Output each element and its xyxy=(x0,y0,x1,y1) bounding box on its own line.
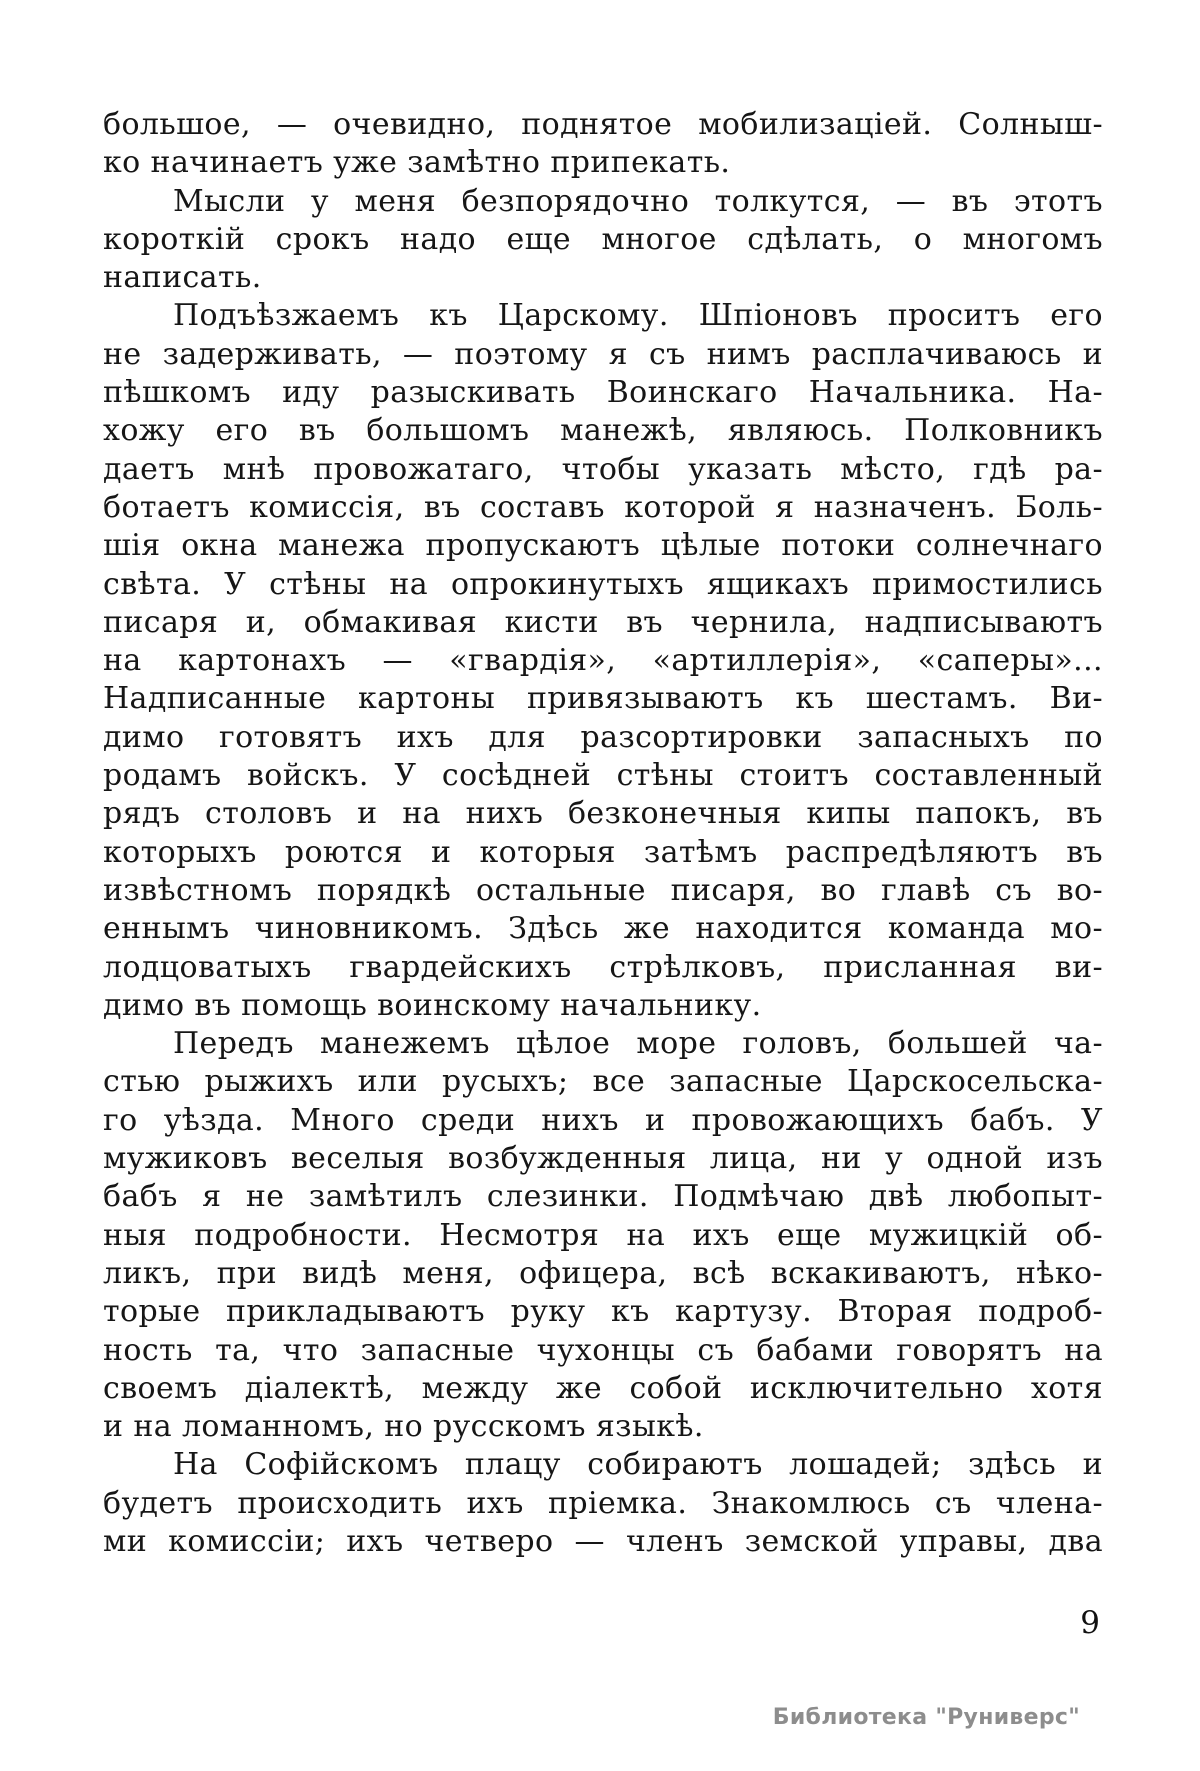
text-line: которыхъ роются и которыя затѣмъ распредѣляютъ въ xyxy=(103,834,1103,870)
text-line: еннымъ чиновникомъ. Здѣсь же находится команда мо- xyxy=(103,911,1103,947)
page-number: 9 xyxy=(1080,1605,1100,1641)
text-line: ныя подробности. Несмотря на ихъ еще мужицкій об- xyxy=(103,1217,1103,1253)
text-line: будетъ происходить ихъ пріемка. Знакомлюсь съ члена- xyxy=(103,1485,1103,1521)
text-line: ботаетъ комиссія, въ составъ которой я назначенъ. Боль- xyxy=(103,489,1103,525)
text-line: ность та, что запасные чухонцы съ бабами говорятъ на xyxy=(103,1332,1103,1368)
text-line: своемъ діалектѣ, между же собой исключительно хотя xyxy=(103,1370,1103,1406)
text-line: стью рыжихъ или русыхъ; все запасные Царскосельска- xyxy=(103,1064,1103,1100)
text-line: Мысли у меня безпорядочно толкутся, — въ этотъ xyxy=(173,183,1103,219)
text-line: шія окна манежа пропускаютъ цѣлые потоки солнечнаго xyxy=(103,528,1103,564)
text-line: ко начинаетъ уже замѣтно припекать. xyxy=(103,145,731,181)
text-line: Надписанные картоны привязываютъ къ шестамъ. Ви- xyxy=(103,681,1103,717)
text-line: короткій срокъ надо еще многое сдѣлать, о многомъ xyxy=(103,221,1103,257)
text-line: мужиковъ веселыя возбужденныя лица, ни у одной изъ xyxy=(103,1141,1103,1177)
text-line: На Софійскомъ плацу собираютъ лошадей; здѣсь и xyxy=(173,1447,1103,1483)
text-line: большое, — очевидно, поднятое мобилизаціей. Солныш- xyxy=(103,107,1103,142)
text-line: го уѣзда. Много среди нихъ и провожающихъ бабъ. У xyxy=(103,1102,1103,1138)
text-line: Подъѣзжаемъ къ Царскому. Шпіоновъ проситъ его xyxy=(173,298,1103,334)
text-line: ликъ, при видѣ меня, офицера, всѣ вскакиваютъ, нѣко- xyxy=(103,1255,1103,1291)
text-line: димо въ помощь воинскому начальнику. xyxy=(103,987,762,1023)
text-line: даетъ мнѣ провожатаго, чтобы указать мѣсто, гдѣ ра- xyxy=(103,451,1103,487)
text-line: родамъ войскъ. У сосѣдней стѣны стоитъ составленный xyxy=(103,758,1103,794)
text-line: написать. xyxy=(103,260,262,296)
text-line: Передъ манежемъ цѣлое море головъ, большей ча- xyxy=(173,1026,1103,1062)
text-line: на картонахъ — «гвардія», «артиллерія», «саперы»... xyxy=(103,643,1103,679)
text-line: рядъ столовъ и на нихъ безконечныя кипы папокъ, въ xyxy=(103,796,1103,832)
text-line: торые прикладываютъ руку къ картузу. Вторая подроб- xyxy=(103,1294,1103,1330)
text-line: свѣта. У стѣны на опрокинутыхъ ящикахъ примостились xyxy=(103,566,1103,602)
text-line: и на ломанномъ, но русскомъ языкѣ. xyxy=(103,1409,704,1445)
body-text-block xyxy=(103,106,1103,1561)
text-line: бабъ я не замѣтилъ слезинки. Подмѣчаю двѣ любопыт- xyxy=(103,1179,1103,1215)
text-line: пѣшкомъ иду разыскивать Воинскаго Начальника. На- xyxy=(103,375,1103,411)
text-line: димо готовятъ ихъ для разсортировки запасныхъ по xyxy=(103,719,1103,755)
text-line: извѣстномъ порядкѣ остальные писаря, во главѣ съ во- xyxy=(103,872,1103,908)
text-line: не задерживать, — поэтому я съ нимъ расплачиваюсь и xyxy=(103,336,1103,372)
text-line: лодцоватыхъ гвардейскихъ стрѣлковъ, присланная ви- xyxy=(103,949,1103,985)
library-watermark: Библиотека "Руниверс" xyxy=(772,1705,1080,1730)
text-line: писаря и, обмакивая кисти въ чернила, надписываютъ xyxy=(103,604,1103,640)
text-line: хожу его въ большомъ манежѣ, являюсь. Полковникъ xyxy=(103,413,1103,449)
text-line: ми комиссіи; ихъ четверо — членъ земской управы, два xyxy=(103,1523,1103,1559)
